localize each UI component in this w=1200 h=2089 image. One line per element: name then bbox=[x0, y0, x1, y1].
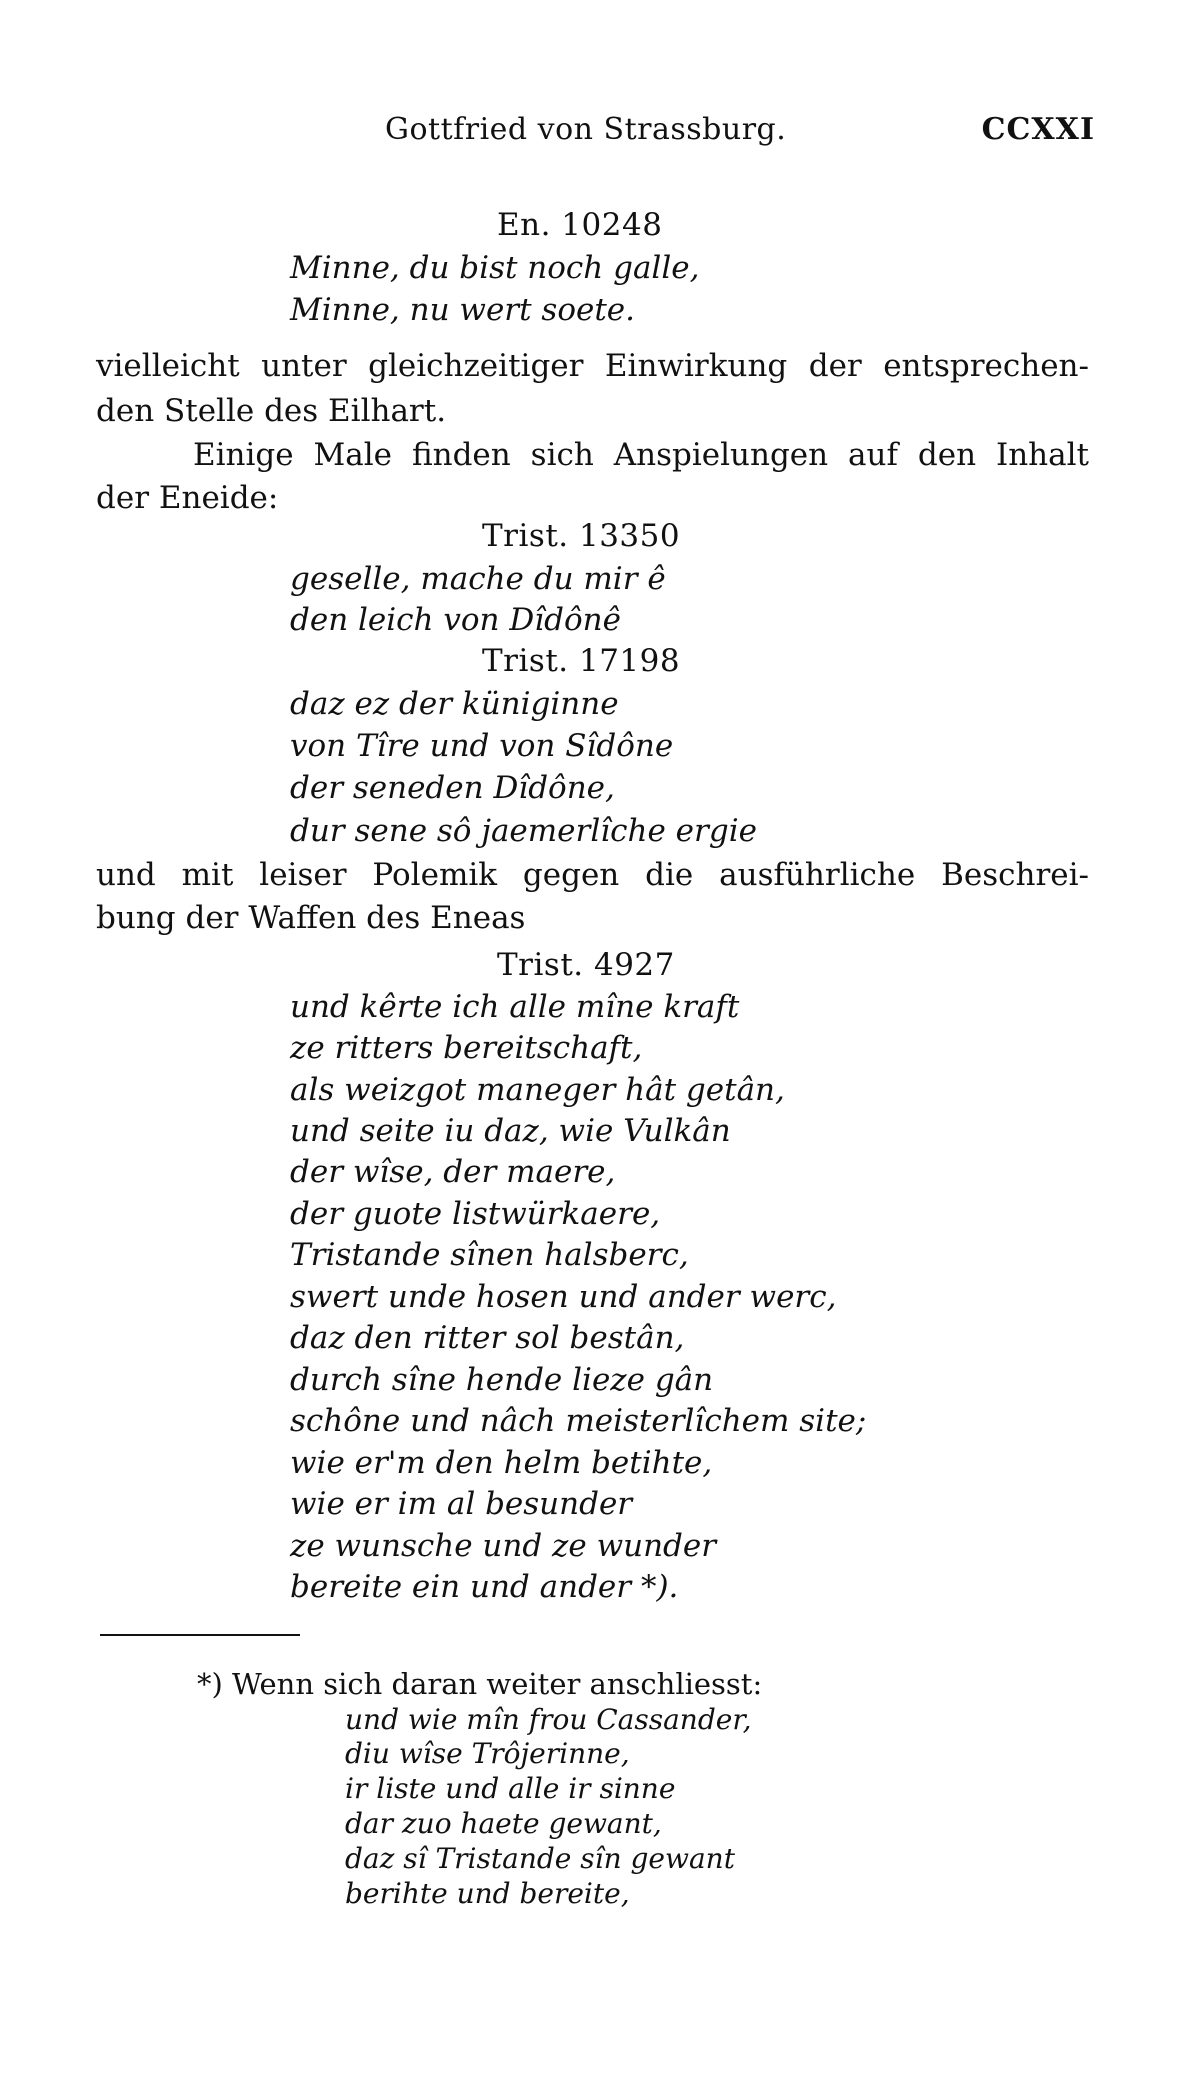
citation-trist-17198: Trist. 17198 bbox=[482, 643, 681, 679]
verse-line: wie er im al besunder bbox=[290, 1486, 633, 1522]
verse-line: geselle, mache du mir ê bbox=[290, 561, 666, 597]
verse-line: der wîse, der maere, bbox=[290, 1154, 616, 1190]
verse-line: Tristande sînen halsberc, bbox=[290, 1237, 689, 1273]
verse-line: bereite ein und ander *). bbox=[290, 1569, 679, 1605]
citation-en-10248: En. 10248 bbox=[497, 207, 663, 243]
verse-line: als weizgot maneger hât getân, bbox=[290, 1072, 785, 1108]
citation-trist-13350: Trist. 13350 bbox=[482, 518, 681, 554]
footnote-verse-line: berihte und bereite, bbox=[345, 1877, 630, 1910]
verse-line: ze wunsche und ze wunder bbox=[290, 1528, 717, 1564]
prose-line: vielleicht unter gleichzeitiger Einwirkung der entsprechen- bbox=[96, 348, 1089, 384]
prose-line: der Eneide: bbox=[96, 480, 279, 516]
verse-line: und kêrte ich alle mîne kraft bbox=[290, 989, 740, 1025]
verse-line: ze ritters bereitschaft, bbox=[290, 1030, 643, 1066]
footnote-intro: *) Wenn sich daran weiter anschliesst: bbox=[197, 1667, 763, 1701]
footnote-verse-line: daz sî Tristande sîn gewant bbox=[345, 1842, 735, 1875]
running-title: Gottfried von Strassburg. bbox=[385, 112, 787, 147]
verse-line: Minne, nu wert soete. bbox=[290, 292, 636, 328]
footnote-rule bbox=[100, 1634, 300, 1636]
verse-line: schône und nâch meisterlîchem site; bbox=[290, 1403, 867, 1439]
footnote-verse-line: und wie mîn frou Cassander, bbox=[345, 1703, 752, 1736]
verse-line: dur sene sô jaemerlîche ergie bbox=[290, 813, 757, 849]
verse-line: Minne, du bist noch galle, bbox=[290, 250, 700, 286]
verse-line: der seneden Dîdône, bbox=[290, 770, 615, 806]
footnote-verse-line: diu wîse Trôjerinne, bbox=[345, 1737, 630, 1770]
footnote-verse-line: ir liste und alle ir sinne bbox=[345, 1772, 676, 1805]
prose-line: Einige Male finden sich Anspielungen auf den Inhalt bbox=[193, 437, 1089, 473]
verse-line: der guote listwürkaere, bbox=[290, 1196, 661, 1232]
prose-line: den Stelle des Eilhart. bbox=[96, 393, 447, 429]
verse-line: den leich von Dîdônê bbox=[290, 602, 621, 638]
prose-line: und mit leiser Polemik gegen die ausführliche Beschrei- bbox=[96, 857, 1089, 893]
page-number: CCXXI bbox=[981, 112, 1095, 147]
footnote-verse-line: dar zuo haete gewant, bbox=[345, 1807, 662, 1840]
verse-line: daz den ritter sol bestân, bbox=[290, 1320, 685, 1356]
citation-trist-4927: Trist. 4927 bbox=[497, 947, 675, 983]
prose-line: bung der Waffen des Eneas bbox=[96, 900, 526, 936]
verse-line: und seite iu daz, wie Vulkân bbox=[290, 1113, 731, 1149]
running-header bbox=[385, 112, 1095, 156]
verse-line: durch sîne hende lieze gân bbox=[290, 1362, 714, 1398]
verse-line: wie er'm den helm betihte, bbox=[290, 1445, 713, 1481]
verse-line: swert unde hosen und ander werc, bbox=[290, 1279, 837, 1315]
verse-line: daz ez der küniginne bbox=[290, 686, 619, 722]
verse-line: von Tîre und von Sîdône bbox=[290, 728, 674, 764]
